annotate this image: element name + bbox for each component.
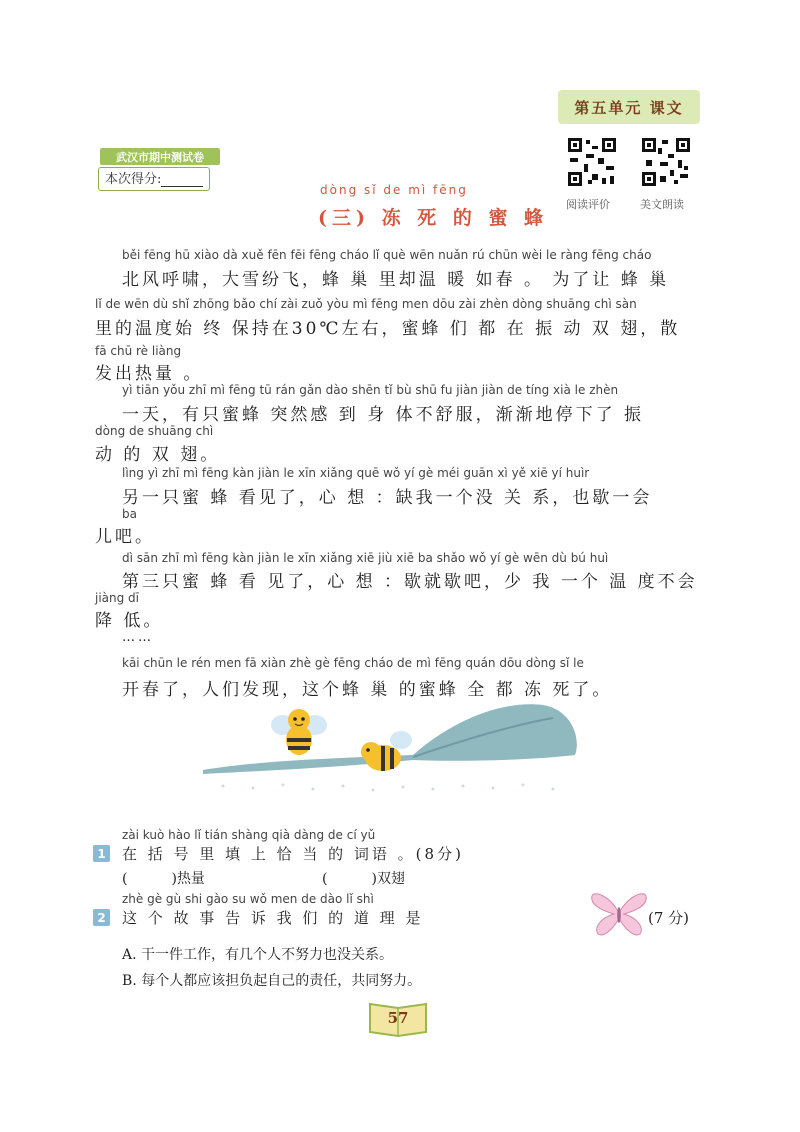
option-a[interactable]: A. 干一件工作，有几个人不努力也没关系。 <box>122 947 394 963</box>
qr-code-icon[interactable] <box>640 136 692 188</box>
text-line: 北风呼啸，大雪纷飞，蜂 巢 里却温 暖 如春 。 为了让 蜂 巢 <box>122 270 670 290</box>
question-text: 这 个 故 事 告 诉 我 们 的 道 理 是 <box>122 909 424 927</box>
fill-blank[interactable] <box>322 868 405 888</box>
bracket-close: ) <box>171 871 177 887</box>
text-line: 另一只蜜 蜂 看见了，心 想 ：缺我一个没 关 系，也歇一会 <box>122 488 653 508</box>
pinyin-line: fā chū rè liàng <box>95 344 182 358</box>
text-line: 发出热量 。 <box>95 364 204 384</box>
text-line: 降 低。 <box>95 611 164 631</box>
question-text: 在 括 号 里 填 上 恰 当 的 词语 。(8分) <box>122 845 464 863</box>
option-b[interactable]: B. 每个人都应该担负起自己的责任，共同努力。 <box>122 973 422 989</box>
pinyin-line: běi fēng hū xiào dà xuě fēn fēi fēng cháo lǐ què wēn nuǎn rú chūn wèi le ràng fēng cháo <box>122 248 652 262</box>
bees-on-leaf-illustration <box>203 700 583 795</box>
question-pinyin: zài kuò hào lǐ tián shàng qià dàng de cí yǔ <box>122 828 376 842</box>
ellipsis: …… <box>122 630 154 645</box>
text-line: 动 的 双 翅。 <box>95 445 221 465</box>
question-pinyin: zhè gè gù shi gào su wǒ men de dào lǐ shì <box>122 892 374 906</box>
text-line: 儿吧。 <box>95 527 155 547</box>
text-line: 一天，有只蜜蜂 突然感 到 身 体不舒服，渐渐地停下了 振 <box>122 405 645 425</box>
pinyin-line: ba <box>122 507 137 521</box>
qr-caption: 美文朗读 <box>640 198 684 211</box>
question-points: (7 分) <box>648 909 690 927</box>
butterfly-answer-icon[interactable] <box>590 888 648 938</box>
blank-word: 双翅 <box>376 871 405 887</box>
qr-caption: 阅读评价 <box>566 198 610 211</box>
pinyin-line: lǐ de wēn dù shǐ zhōng bǎo chí zài zuǒ yòu mì fēng men dōu zài zhèn dòng shuāng chì sàn <box>95 297 637 311</box>
bracket-open: ( <box>122 871 128 887</box>
score-box <box>98 167 210 191</box>
fill-blank[interactable] <box>122 868 205 888</box>
title-pinyin: dòng sǐ de mì fēng <box>320 183 468 197</box>
bracket-close: ) <box>371 871 377 887</box>
page-number: 57 <box>387 1009 409 1027</box>
text-line: 开春了，人们发现，这个蜂 巢 的蜜蜂 全 都 冻 死了。 <box>122 680 613 700</box>
text-line: 里的温度始 终 保持在30℃左右，蜜蜂 们 都 在 振 动 双 翅，散 <box>95 319 681 339</box>
score-label: 本次得分: <box>105 172 162 187</box>
pinyin-line: lìng yì zhī mì fēng kàn jiàn le xīn xiǎng quē wǒ yí gè méi guān xì yě xiē yí huìr <box>122 466 590 480</box>
pinyin-line: dòng de shuāng chì <box>95 424 214 438</box>
question-number-badge: 2 <box>93 909 110 926</box>
score-blank[interactable] <box>161 172 203 187</box>
question-number-badge: 1 <box>93 845 110 862</box>
unit-tab: 第五单元 课文 <box>558 90 700 124</box>
blank-word: 热量 <box>176 871 205 887</box>
pinyin-line: kāi chūn le rén men fā xiàn zhè gè fēng cháo de mì fēng quán dōu dòng sǐ le <box>122 656 584 670</box>
pinyin-line: jiàng dī <box>95 591 140 605</box>
page-title: (三) 冻 死 的 蜜 蜂 <box>318 207 549 229</box>
text-line: 第三只蜜 蜂 看 见了，心 想 ：歇就歇吧，少 我 一个 温 度不会 <box>122 572 698 592</box>
exam-tag: 武汉市期中测试卷 <box>100 148 220 165</box>
qr-code-icon[interactable] <box>566 136 618 188</box>
bracket-open: ( <box>322 871 328 887</box>
pinyin-line: dì sān zhī mì fēng kàn jiàn le xīn xiǎng xiē jiù xiē ba shǎo wǒ yí gè wēn dù bú huì <box>122 551 609 565</box>
pinyin-line: yì tiān yǒu zhī mì fēng tū rán gǎn dào shēn tǐ bù shū fu jiàn jiàn de tíng xià le zhèn <box>122 383 619 397</box>
